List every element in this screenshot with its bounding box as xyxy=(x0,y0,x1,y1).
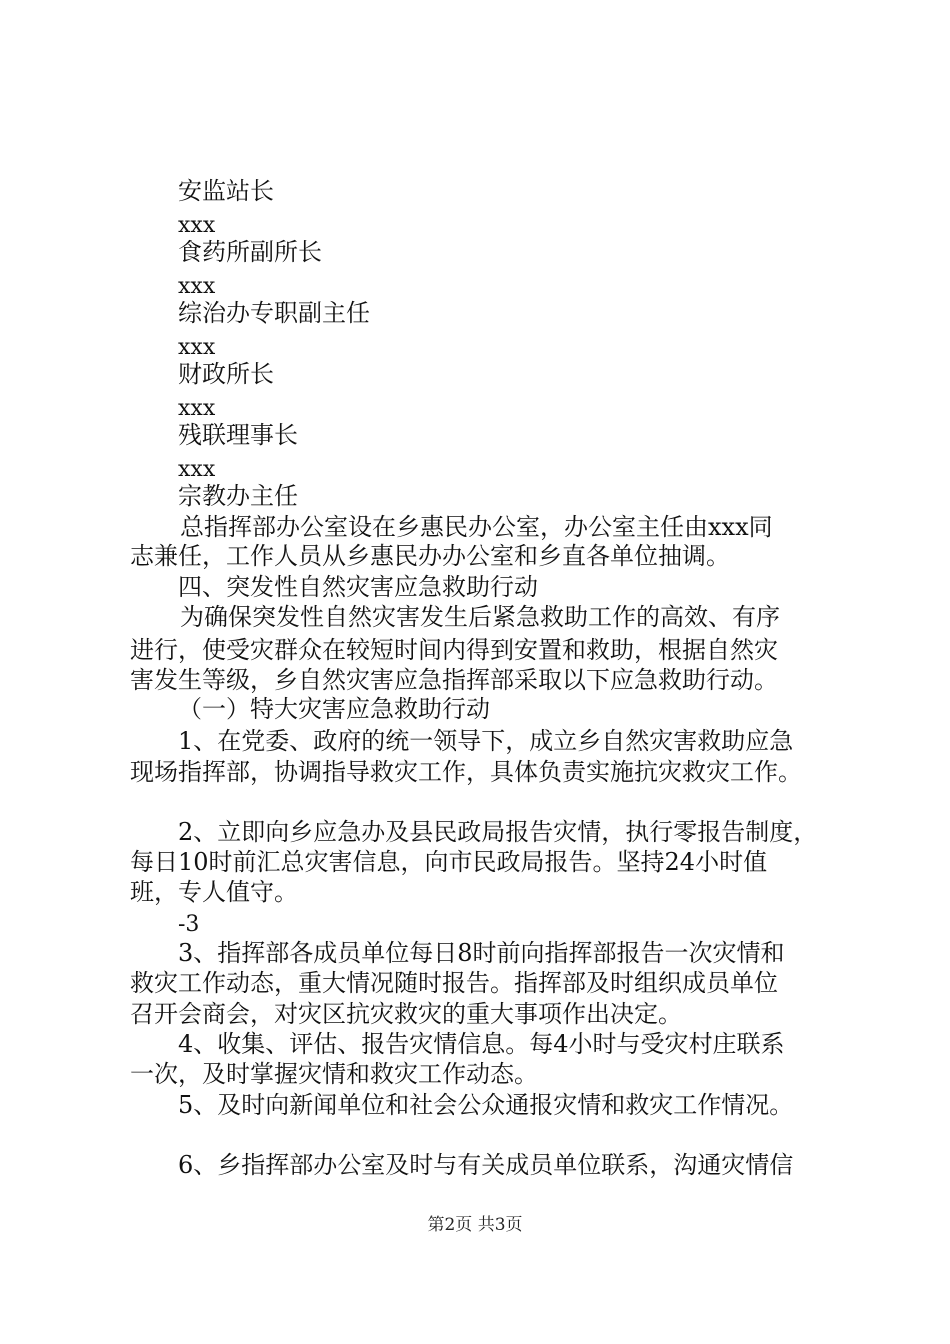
roster-role: 宗教办主任 xyxy=(178,482,298,510)
roster-name: xxx xyxy=(178,457,216,482)
page-footer: 第2页 共3页 xyxy=(427,1215,523,1235)
paragraph-line: 每日10时前汇总灾害信息，向市民政局报告。坚持24小时值 xyxy=(130,848,768,876)
paragraph-line: 进行，使受灾群众在较短时间内得到安置和救助，根据自然灾 xyxy=(130,636,778,664)
paragraph-line: 救灾工作动态，重大情况随时报告。指挥部及时组织成员单位 xyxy=(130,969,778,997)
roster-name: xxx xyxy=(178,396,216,421)
paragraph-line: 1、在党委、政府的统一领导下，成立乡自然灾害救助应急 xyxy=(178,727,794,755)
paragraph-line: 4、收集、评估、报告灾情信息。每4小时与受灾村庄联系 xyxy=(178,1030,785,1058)
page-marker: -3 xyxy=(178,912,200,937)
roster-role: 安监站长 xyxy=(178,177,274,205)
roster-role: 残联理事长 xyxy=(178,421,298,449)
paragraph-line: 召开会商会，对灾区抗灾救灾的重大事项作出决定。 xyxy=(130,1000,682,1028)
paragraph-line: 现场指挥部，协调指导救灾工作，具体负责实施抗灾救灾工作。 xyxy=(130,758,802,786)
paragraph-line: 为确保突发性自然灾害发生后紧急救助工作的高效、有序 xyxy=(180,603,780,631)
paragraph-line: 班，专人值守。 xyxy=(130,878,298,906)
paragraph-line: 志兼任，工作人员从乡惠民办办公室和乡直各单位抽调。 xyxy=(130,542,730,570)
roster-role: 综治办专职副主任 xyxy=(178,299,370,327)
paragraph-line: 3、指挥部各成员单位每日8时前向指挥部报告一次灾情和 xyxy=(178,939,785,967)
subsection-heading: （一）特大灾害应急救助行动 xyxy=(178,695,490,723)
roster-name: xxx xyxy=(178,274,216,299)
paragraph-line: 一次，及时掌握灾情和救灾工作动态。 xyxy=(130,1060,538,1088)
paragraph-line: 2、立即向乡应急办及县民政局报告灾情，执行零报告制度， xyxy=(178,818,818,846)
paragraph-line: 总指挥部办公室设在乡惠民办公室，办公室主任由xxx同 xyxy=(180,513,773,541)
section-heading: 四、突发性自然灾害应急救助行动 xyxy=(178,573,538,601)
roster-name: xxx xyxy=(178,213,216,238)
roster-name: xxx xyxy=(178,335,216,360)
paragraph-line: 5、及时向新闻单位和社会公众通报灾情和救灾工作情况。 xyxy=(178,1091,794,1119)
roster-role: 食药所副所长 xyxy=(178,238,322,266)
paragraph-line: 6、乡指挥部办公室及时与有关成员单位联系，沟通灾情信 xyxy=(178,1151,794,1179)
roster-role: 财政所长 xyxy=(178,360,274,388)
paragraph-line: 害发生等级，乡自然灾害应急指挥部采取以下应急救助行动。 xyxy=(130,666,778,694)
